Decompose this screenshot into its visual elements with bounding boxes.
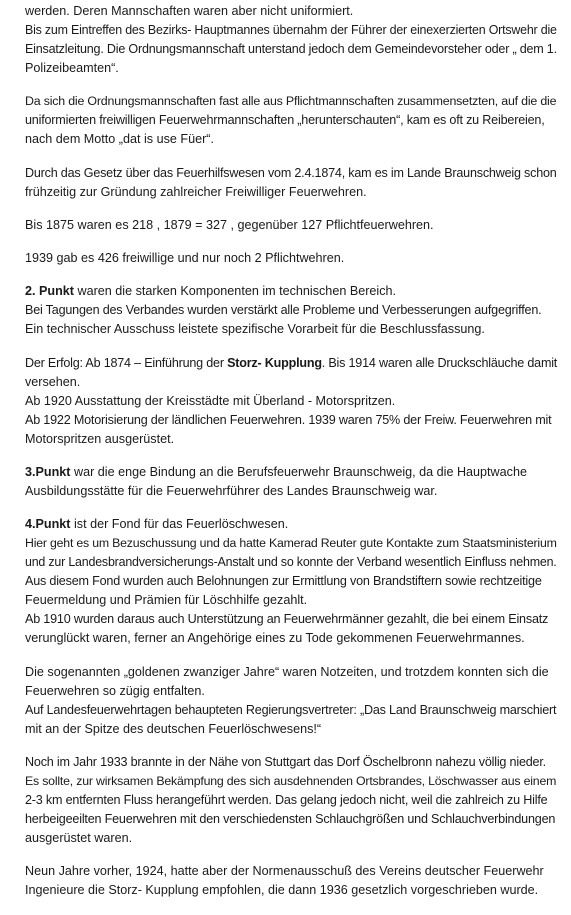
text-line [25, 610, 557, 629]
body-text: Ab 1910 wurden daraus auch Unterstützung an Feuerwehrmänner gezahlt, die bei einem Einsatz [25, 612, 549, 627]
text-line [25, 92, 557, 111]
body-text: Da sich die Ordnungsmannschaften fast alle aus Pflichtmannschaften zusammensetzten, auf die die [25, 94, 557, 109]
bold-heading-text: 3.Punkt [25, 465, 71, 480]
text-line [25, 663, 557, 682]
document-body [25, 2, 557, 915]
text-line [25, 282, 557, 301]
body-text: Auf Landesfeuerwehrtagen behaupteten Regierungsvertreter: „Das Land Braunschweig marschiert [25, 702, 557, 717]
body-text: waren die starken Komponenten im technischen Bereich. [74, 284, 397, 299]
body-text: Polizeibeamten“. [25, 61, 119, 75]
text-line [25, 572, 557, 591]
body-text: Einsatzleitung. Die Ordnungsmannschaft unterstand jedoch dem Gemeindevorsteher oder „ dem 1. [25, 42, 557, 56]
text-line [25, 482, 557, 501]
paragraph [25, 2, 557, 78]
body-text: ausgerüstet waren. [25, 830, 133, 845]
body-text: Die sogenannten „goldenen zwanziger Jahre“ waren Notzeiten, und trotzdem konnten sich die [25, 664, 549, 679]
text-line [25, 791, 557, 810]
body-text: Ausbildungsstätte für die Feuerwehrführer des Landes Braunschweig war. [25, 484, 438, 499]
paragraph [25, 515, 557, 648]
body-text: 1939 gab es 426 freiwillige und nur noch 2 Pflichtwehren. [25, 251, 345, 266]
text-line [25, 810, 557, 829]
body-text: . Bis 1914 waren alle Druckschläuche damit [321, 355, 558, 370]
text-line [25, 320, 557, 339]
body-text: versehen. [25, 374, 81, 389]
text-line [25, 183, 557, 202]
text-line [25, 40, 557, 59]
text-line [25, 629, 557, 648]
text-line [25, 591, 557, 610]
text-line [25, 21, 557, 40]
body-text: Noch im Jahr 1933 brannte in der Nähe von Stuttgart das Dorf Öschelbronn nahezu völlig nieder. [25, 754, 546, 769]
text-line [25, 881, 557, 900]
paragraph [25, 282, 557, 339]
body-text: Ingenieure die Storz- Kupplung empfohlen, die dann 1936 gesetzlich vorgeschrieben wurde. [25, 883, 539, 898]
bold-heading-text: 2. Punkt [25, 284, 74, 299]
text-line [25, 392, 557, 411]
text-line [25, 862, 557, 881]
paragraph [25, 753, 557, 848]
body-text: und zur Landesbrandversicherungs-Anstalt und so konnte der Verband wesentlich Einfluss nehmen. [25, 555, 557, 570]
paragraph [25, 354, 557, 449]
paragraph [25, 463, 557, 501]
text-line [25, 682, 557, 701]
body-text: verunglückt waren, ferner an Angehörige eines zu Tode gekommenen Feuerwehrmannes. [25, 631, 525, 646]
body-text: 2-3 km entfernten Fluss herangeführt werden. Das gelang jedoch nicht, weil die zahlreich zu Hilfe [25, 792, 548, 807]
body-text: nach dem Motto „dat is use Füer“. [25, 132, 214, 147]
body-text: frühzeitig zur Gründung zahlreicher Freiwilliger Feuerwehren. [25, 184, 367, 199]
bold-heading-text: 4.Punkt [25, 517, 71, 532]
body-text: Ein technischer Ausschuss leistete spezifische Vorarbeit für die Beschlussfassung. [25, 322, 485, 337]
body-text: herbeigeeilten Feuerwehren mit den verschiedensten Schlauchgrößen und Schlauchverbindungen [25, 811, 556, 826]
body-text: uniformierten freiwilligen Feuerwehrmannschaften „herunterschauten“, kam es oft zu Reibereien, [25, 113, 545, 128]
paragraph [25, 92, 557, 149]
body-text: Neun Jahre vorher, 1924, hatte aber der Normenausschuß des Vereins deutscher Feuerwehr [25, 864, 544, 879]
body-text: Hier geht es um Bezuschussung und da hatte Kamerad Reuter gute Kontakte zum Staatsministerium [25, 536, 557, 551]
body-text: ist der Fond für das Feuerlöschwesen. [70, 517, 289, 532]
body-text: Feuermeldung und Prämien für Löschhilfe gezahlt. [25, 593, 308, 608]
paragraph [25, 663, 557, 739]
paragraph [25, 249, 557, 268]
text-line [25, 164, 557, 183]
text-line [25, 772, 557, 791]
body-text: Motorspritzen ausgerüstet. [25, 431, 175, 446]
text-line [25, 2, 557, 21]
body-text: Der Erfolg: Ab 1874 – Einführung der [25, 355, 228, 370]
body-text: Feuerwehren so zügig entfalten. [25, 683, 205, 698]
bold-heading-text: Storz- Kupplung [227, 355, 322, 370]
body-text: war die enge Bindung an die Berufsfeuerwehr Braunschweig, da die Hauptwache [70, 465, 527, 480]
text-line [25, 373, 557, 392]
text-line [25, 301, 557, 320]
text-line [25, 411, 557, 430]
text-line [25, 553, 557, 572]
text-line [25, 829, 557, 848]
text-line [25, 249, 557, 268]
body-text: mit an der Spitze des deutschen Feuerlöschwesens!“ [25, 721, 322, 736]
body-text: werden. Deren Mannschaften waren aber nicht uniformiert. [25, 4, 354, 18]
body-text: Ab 1920 Ausstattung der Kreisstädte mit Überland - Motorspritzen. [25, 393, 396, 408]
text-line [25, 701, 557, 720]
body-text: Aus diesem Fond wurden auch Belohnungen zur Ermittlung von Brandstiftern sowie rechtzeitige [25, 574, 542, 589]
text-line [25, 354, 557, 373]
body-text: Durch das Gesetz über das Feuerhilfswesen vom 2.4.1874, kam es im Lande Braunschweig schon [25, 165, 557, 180]
paragraph [25, 216, 557, 235]
text-line [25, 720, 557, 739]
text-line [25, 753, 557, 772]
text-line [25, 534, 557, 553]
text-line [25, 216, 557, 235]
body-text: Es sollte, zur wirksamen Bekämpfung des sich ausdehnenden Ortsbrandes, Löschwasser aus einem [25, 773, 557, 788]
paragraph [25, 164, 557, 202]
text-line [25, 130, 557, 149]
text-line [25, 463, 557, 482]
body-text: Ab 1922 Motorisierung der ländlichen Feuerwehren. 1939 waren 75% der Freiw. Feuerwehren mit [25, 412, 552, 427]
text-line [25, 111, 557, 130]
paragraph [25, 862, 557, 900]
text-line [25, 515, 557, 534]
body-text: Bei Tagungen des Verbandes wurden verstärkt alle Probleme und Verbesserungen aufgegriffen. [25, 303, 542, 318]
text-line [25, 430, 557, 449]
body-text: Bis zum Eintreffen des Bezirks- Hauptmannes übernahm der Führer der einexerzierten Ortswehr die [25, 23, 557, 37]
text-line [25, 59, 557, 78]
body-text: Bis 1875 waren es 218 , 1879 = 327 , gegenüber 127 Pflichtfeuerwehren. [25, 217, 434, 232]
